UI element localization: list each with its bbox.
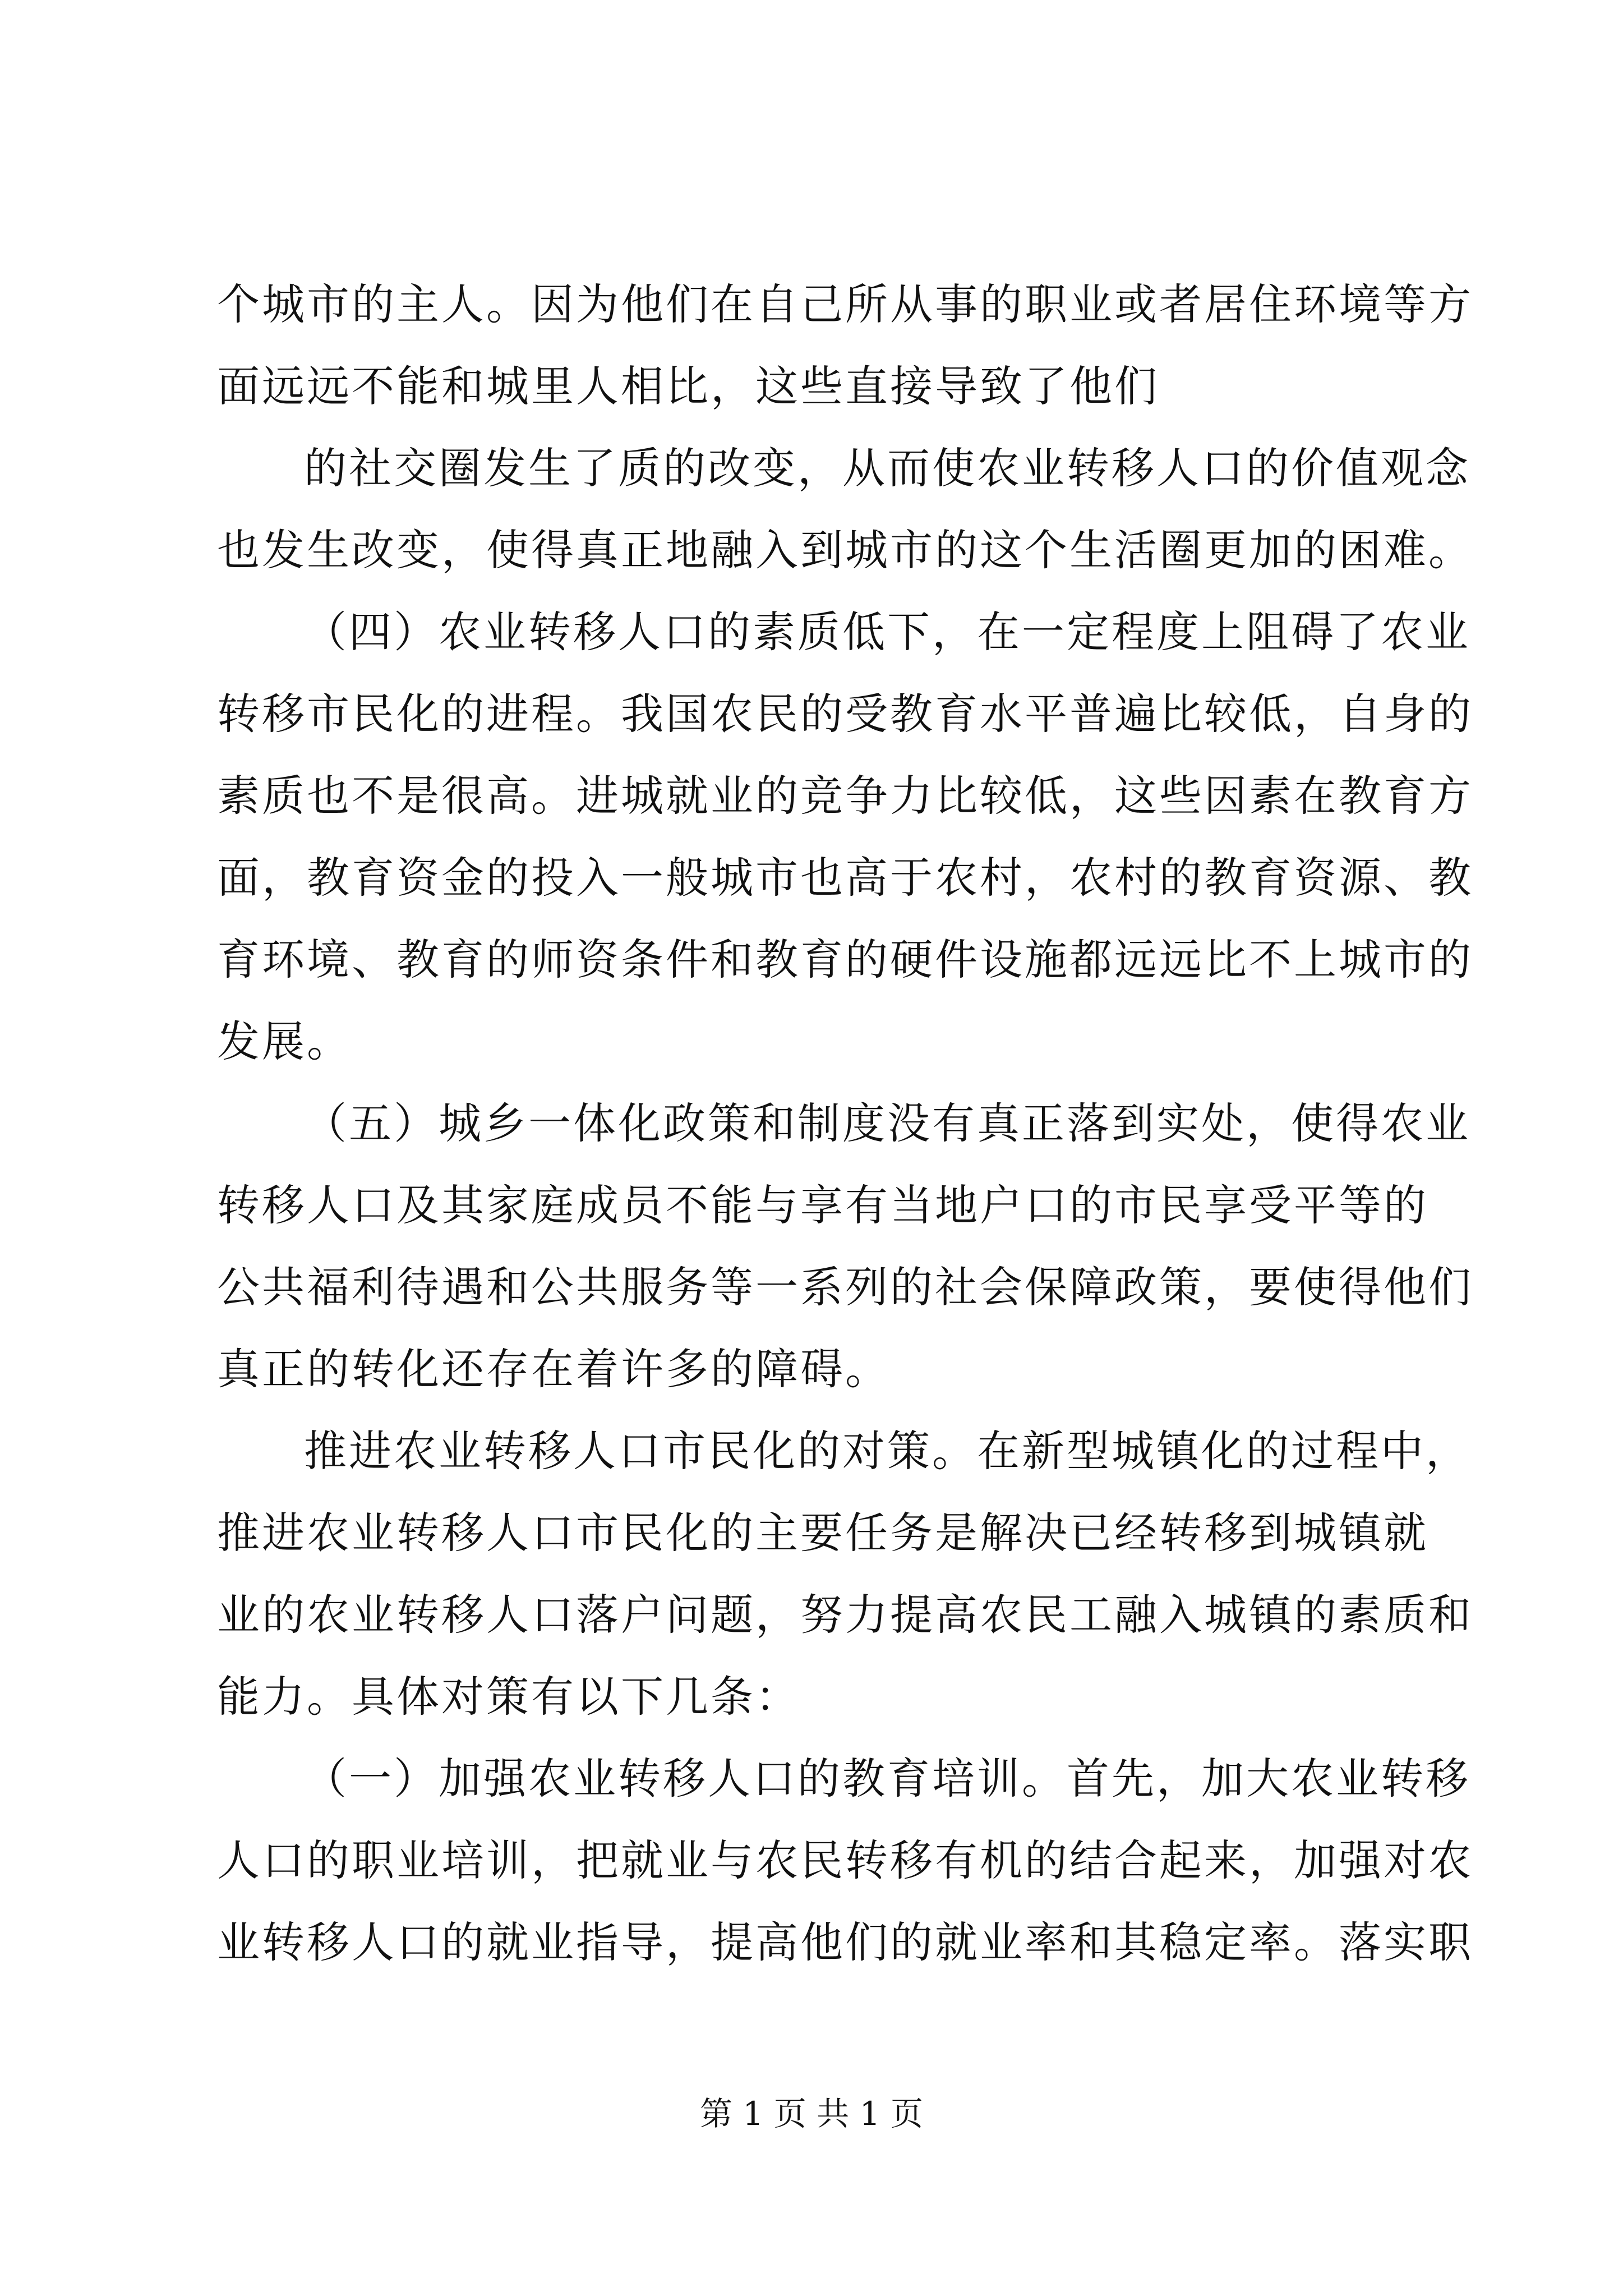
text-line: 育环境、教育的师资条件和教育的硬件设施都远远比不上城市的 [217, 935, 1473, 984]
body-text [217, 264, 1473, 1984]
text-line: 业的农业转移人口落户问题，努力提高农民工融入城镇的素质和 [217, 1590, 1473, 1640]
text-line: （四）农业转移人口的素质低下，在一定程度上阻碍了农业 [304, 607, 1470, 657]
text-line: 转移市民化的进程。我国农民的受教育水平普遍比较低，自身的 [217, 689, 1473, 739]
text-line: 推进农业转移人口市民化的对策。在新型城镇化的过程中， [304, 1426, 1470, 1476]
text-line: （一）加强农业转移人口的教育培训。首先，加大农业转移 [304, 1754, 1470, 1803]
text-line: 真正的转化还存在着许多的障碍。 [217, 1344, 890, 1394]
text-line: 公共福利待遇和公共服务等一系列的社会保障政策，要使得他们 [217, 1262, 1473, 1312]
text-line: 个城市的主人。因为他们在自己所从事的职业或者居住环境等方 [217, 279, 1473, 329]
text-line: 转移人口及其家庭成员不能与享有当地户口的市民享受平等的 [217, 1180, 1428, 1230]
text-line: 也发生改变，使得真正地融入到城市的这个生活圈更加的困难。 [217, 525, 1473, 575]
text-line: 推进农业转移人口市民化的主要任务是解决已经转移到城镇就 [217, 1508, 1428, 1558]
text-line: 发展。 [217, 1016, 352, 1066]
text-line: 素质也不是很高。进城就业的竞争力比较低，这些因素在教育方 [217, 771, 1473, 821]
text-line: 能力。具体对策有以下几条： [217, 1672, 800, 1722]
text-line: 业转移人口的就业指导，提高他们的就业率和其稳定率。落实职 [217, 1917, 1473, 1967]
text-line: 面远远不能和城里人相比，这些直接导致了他们 [217, 361, 1159, 411]
text-line: 面，教育资金的投入一般城市也高于农村，农村的教育资源、教 [217, 853, 1473, 903]
text-line: 人口的职业培训，把就业与农民转移有机的结合起来，加强对农 [217, 1835, 1473, 1885]
page-number-footer: 第 1 页 共 1 页 [700, 2095, 923, 2133]
text-line: 的社交圈发生了质的改变，从而使农业转移人口的价值观念 [304, 443, 1470, 493]
text-line: （五）城乡一体化政策和制度没有真正落到实处，使得农业 [304, 1098, 1470, 1148]
